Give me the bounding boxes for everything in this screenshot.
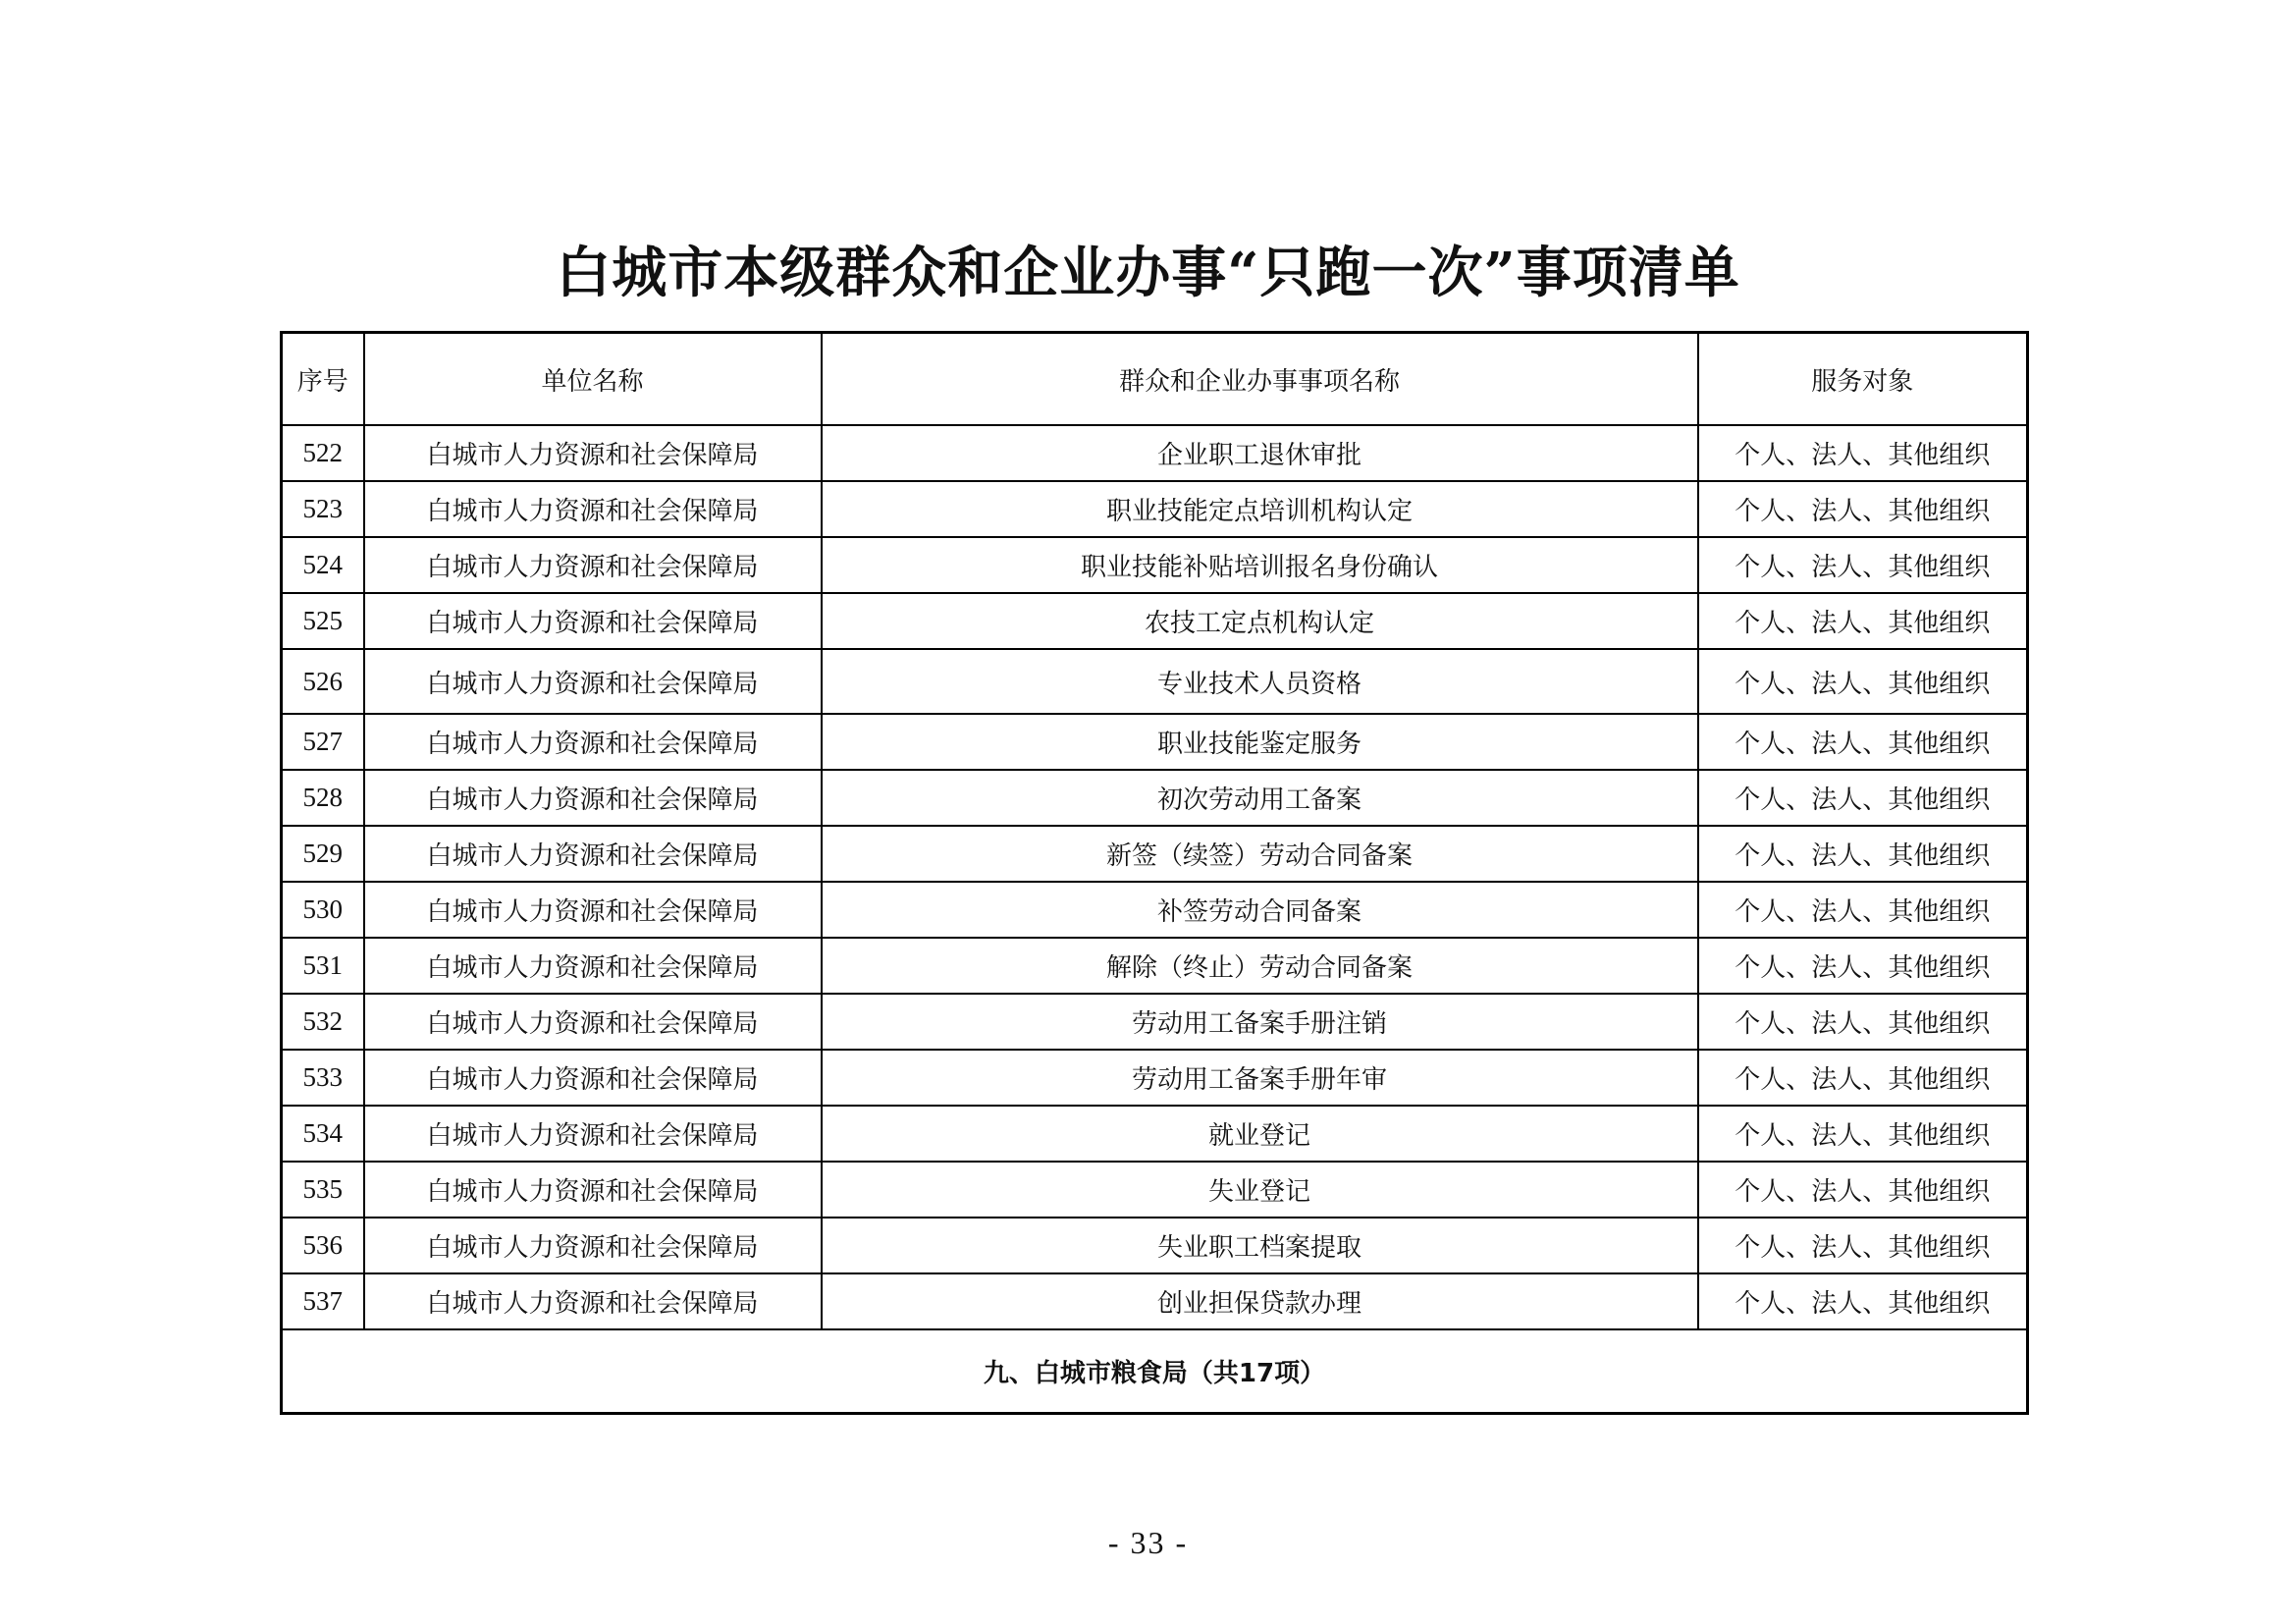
cell-target: 个人、法人、其他组织 bbox=[1698, 994, 2028, 1050]
cell-unit: 白城市人力资源和社会保障局 bbox=[364, 1273, 822, 1329]
cell-target: 个人、法人、其他组织 bbox=[1698, 1273, 2028, 1329]
cell-unit: 白城市人力资源和社会保障局 bbox=[364, 1162, 822, 1218]
cell-item: 失业职工档案提取 bbox=[822, 1218, 1698, 1273]
header-target: 服务对象 bbox=[1698, 333, 2028, 426]
table-row bbox=[282, 481, 2028, 537]
cell-item: 补签劳动合同备案 bbox=[822, 882, 1698, 938]
table-row bbox=[282, 593, 2028, 649]
cell-seq: 532 bbox=[282, 994, 364, 1050]
cell-target: 个人、法人、其他组织 bbox=[1698, 938, 2028, 994]
cell-item: 就业登记 bbox=[822, 1106, 1698, 1162]
cell-unit: 白城市人力资源和社会保障局 bbox=[364, 1218, 822, 1273]
cell-seq: 535 bbox=[282, 1162, 364, 1218]
cell-target: 个人、法人、其他组织 bbox=[1698, 826, 2028, 882]
cell-unit: 白城市人力资源和社会保障局 bbox=[364, 826, 822, 882]
cell-unit: 白城市人力资源和社会保障局 bbox=[364, 425, 822, 481]
cell-item: 职业技能定点培训机构认定 bbox=[822, 481, 1698, 537]
cell-item: 新签（续签）劳动合同备案 bbox=[822, 826, 1698, 882]
cell-target: 个人、法人、其他组织 bbox=[1698, 649, 2028, 714]
cell-unit: 白城市人力资源和社会保障局 bbox=[364, 1050, 822, 1106]
matters-table bbox=[280, 331, 2029, 1415]
table-row bbox=[282, 938, 2028, 994]
table-row bbox=[282, 826, 2028, 882]
table-row bbox=[282, 425, 2028, 481]
cell-seq: 528 bbox=[282, 770, 364, 826]
cell-unit: 白城市人力资源和社会保障局 bbox=[364, 593, 822, 649]
header-seq: 序号 bbox=[282, 333, 364, 426]
cell-item: 失业登记 bbox=[822, 1162, 1698, 1218]
table-row bbox=[282, 1273, 2028, 1329]
cell-target: 个人、法人、其他组织 bbox=[1698, 714, 2028, 770]
table-row bbox=[282, 1106, 2028, 1162]
cell-unit: 白城市人力资源和社会保障局 bbox=[364, 714, 822, 770]
page-title: 白城市本级群众和企业办事“只跑一次”事项清单 bbox=[556, 241, 1740, 305]
table-row bbox=[282, 649, 2028, 714]
cell-item: 劳动用工备案手册年审 bbox=[822, 1050, 1698, 1106]
cell-item: 初次劳动用工备案 bbox=[822, 770, 1698, 826]
cell-target: 个人、法人、其他组织 bbox=[1698, 1106, 2028, 1162]
table-row bbox=[282, 1218, 2028, 1273]
cell-seq: 533 bbox=[282, 1050, 364, 1106]
cell-target: 个人、法人、其他组织 bbox=[1698, 1218, 2028, 1273]
cell-target: 个人、法人、其他组织 bbox=[1698, 593, 2028, 649]
table-row bbox=[282, 714, 2028, 770]
cell-item: 解除（终止）劳动合同备案 bbox=[822, 938, 1698, 994]
cell-seq: 537 bbox=[282, 1273, 364, 1329]
cell-item: 劳动用工备案手册注销 bbox=[822, 994, 1698, 1050]
cell-item: 职业技能鉴定服务 bbox=[822, 714, 1698, 770]
cell-item: 企业职工退休审批 bbox=[822, 425, 1698, 481]
cell-unit: 白城市人力资源和社会保障局 bbox=[364, 1106, 822, 1162]
table-row bbox=[282, 882, 2028, 938]
cell-target: 个人、法人、其他组织 bbox=[1698, 481, 2028, 537]
table-row bbox=[282, 1050, 2028, 1106]
cell-target: 个人、法人、其他组织 bbox=[1698, 1162, 2028, 1218]
cell-item: 创业担保贷款办理 bbox=[822, 1273, 1698, 1329]
cell-seq: 526 bbox=[282, 649, 364, 714]
cell-unit: 白城市人力资源和社会保障局 bbox=[364, 770, 822, 826]
cell-item: 职业技能补贴培训报名身份确认 bbox=[822, 537, 1698, 593]
header-item: 群众和企业办事事项名称 bbox=[822, 333, 1698, 426]
cell-unit: 白城市人力资源和社会保障局 bbox=[364, 882, 822, 938]
cell-seq: 523 bbox=[282, 481, 364, 537]
cell-target: 个人、法人、其他组织 bbox=[1698, 425, 2028, 481]
cell-unit: 白城市人力资源和社会保障局 bbox=[364, 481, 822, 537]
table-header-row bbox=[282, 333, 2028, 426]
cell-target: 个人、法人、其他组织 bbox=[1698, 1050, 2028, 1106]
cell-unit: 白城市人力资源和社会保障局 bbox=[364, 938, 822, 994]
cell-seq: 522 bbox=[282, 425, 364, 481]
table-row bbox=[282, 1162, 2028, 1218]
cell-seq: 525 bbox=[282, 593, 364, 649]
section-heading: 九、白城市粮食局（共17项） bbox=[282, 1329, 2028, 1414]
cell-item: 专业技术人员资格 bbox=[822, 649, 1698, 714]
table-row bbox=[282, 770, 2028, 826]
table-row bbox=[282, 994, 2028, 1050]
cell-target: 个人、法人、其他组织 bbox=[1698, 882, 2028, 938]
cell-target: 个人、法人、其他组织 bbox=[1698, 770, 2028, 826]
cell-seq: 534 bbox=[282, 1106, 364, 1162]
cell-seq: 530 bbox=[282, 882, 364, 938]
cell-seq: 529 bbox=[282, 826, 364, 882]
cell-seq: 527 bbox=[282, 714, 364, 770]
cell-item: 农技工定点机构认定 bbox=[822, 593, 1698, 649]
cell-seq: 536 bbox=[282, 1218, 364, 1273]
table-row bbox=[282, 537, 2028, 593]
page-number: - 33 - bbox=[1107, 1525, 1189, 1560]
cell-unit: 白城市人力资源和社会保障局 bbox=[364, 649, 822, 714]
cell-seq: 531 bbox=[282, 938, 364, 994]
cell-seq: 524 bbox=[282, 537, 364, 593]
cell-target: 个人、法人、其他组织 bbox=[1698, 537, 2028, 593]
cell-unit: 白城市人力资源和社会保障局 bbox=[364, 537, 822, 593]
header-unit: 单位名称 bbox=[364, 333, 822, 426]
cell-unit: 白城市人力资源和社会保障局 bbox=[364, 994, 822, 1050]
section-row bbox=[282, 1329, 2028, 1414]
